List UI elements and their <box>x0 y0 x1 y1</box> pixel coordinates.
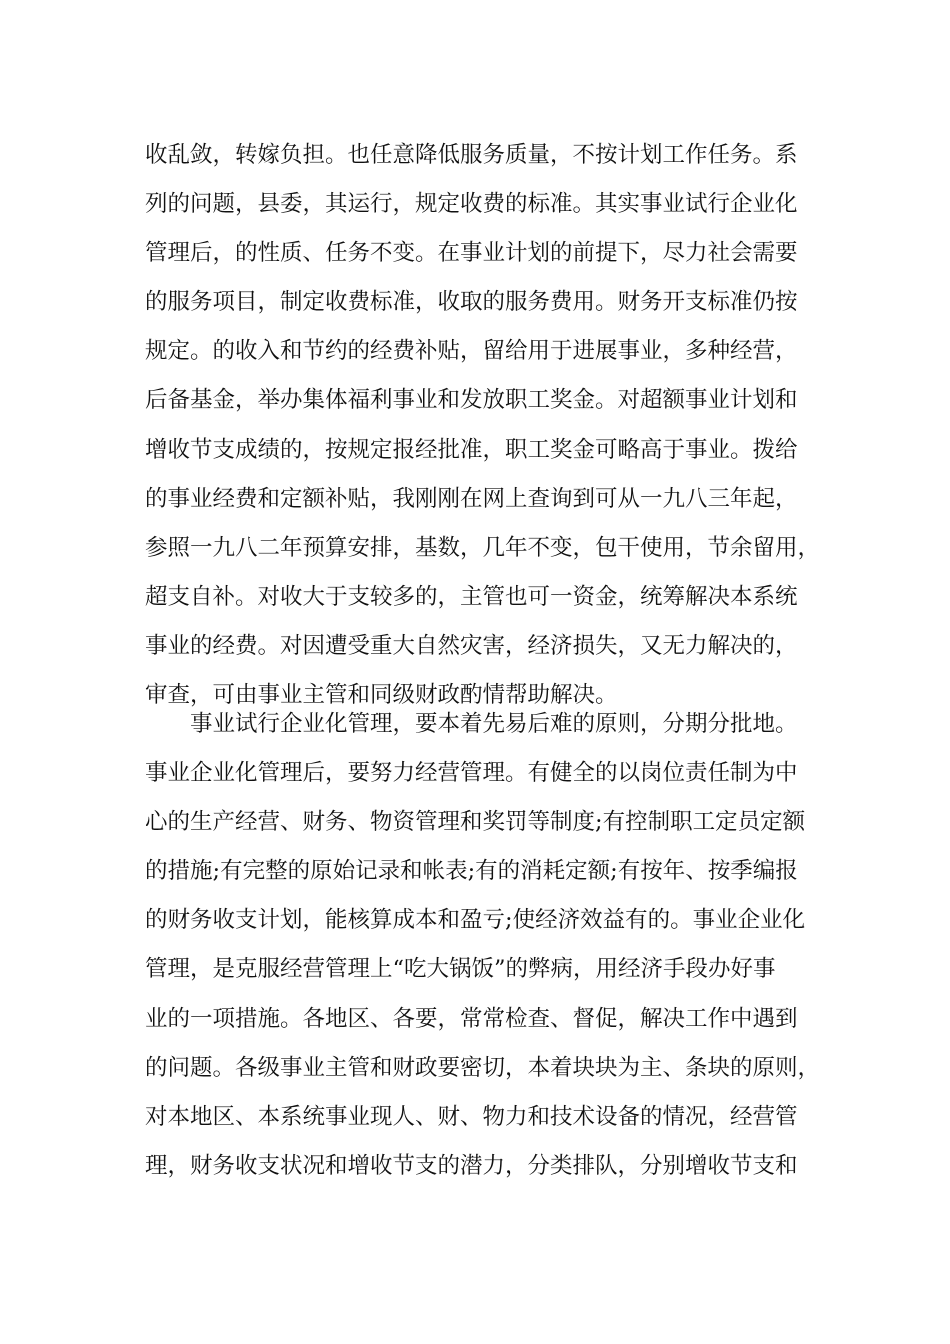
text-line: 规定。的收入和节约的经费补贴，留给用于进展事业，多种经营， <box>145 338 798 365</box>
text-line: 后备基金，举办集体福利事业和发放职工奖金。对超额事业计划和 <box>145 387 798 414</box>
text-line: 的事业经费和定额补贴，我刚刚在网上查询到可从一九八三年起， <box>145 485 798 512</box>
text-line: 管理，是克服经营管理上“吃大锅饭”的弊病，用经济手段办好事 <box>145 956 776 983</box>
text-line: 业的一项措施。各地区、各要，常常检查、督促，解决工作中遇到 <box>145 1005 798 1032</box>
text-line: 心的生产经营、财务、物资管理和奖罚等制度;有控制职工定员定额 <box>145 809 806 836</box>
paragraph-2 <box>145 700 825 1191</box>
text-line: 管理后，的性质、任务不变。在事业计划的前提下，尽力社会需要 <box>145 240 798 267</box>
text-line: 事业试行企业化管理，要本着先易后难的原则，分期分批地。 <box>190 711 798 737</box>
text-line: 超支自补。对收大于支较多的，主管也可一资金，统筹解决本系统 <box>145 583 798 610</box>
paragraph-1 <box>145 131 825 720</box>
text-line: 参照一九八二年预算安排，基数，几年不变，包干使用，节余留用， <box>145 534 821 561</box>
text-line: 事业企业化管理后，要努力经营管理。有健全的以岗位责任制为中 <box>145 760 798 787</box>
text-line: 对本地区、本系统事业现人、财、物力和技术设备的情况，经营管 <box>145 1103 798 1130</box>
text-line: 事业的经费。对因遭受重大自然灾害，经济损失，又无力解决的， <box>145 632 798 659</box>
text-line: 的服务项目，制定收费标准，收取的服务费用。财务开支标准仍按 <box>145 289 798 316</box>
text-line: 审查，可由事业主管和同级财政酌情帮助解决。 <box>145 682 618 709</box>
text-line: 的财务收支计划，能核算成本和盈亏;使经济效益有的。事业企业化 <box>145 907 806 934</box>
text-line: 的问题。各级事业主管和财政要密切，本着块块为主、条块的原则， <box>145 1054 821 1081</box>
text-line: 列的问题，县委，其运行，规定收费的标准。其实事业试行企业化 <box>145 191 798 218</box>
text-line: 增收节支成绩的，按规定报经批准，职工奖金可略高于事业。拨给 <box>145 436 798 463</box>
text-line: 的措施;有完整的原始记录和帐表;有的消耗定额;有按年、按季编报 <box>145 858 798 885</box>
text-line: 收乱敛，转嫁负担。也任意降低服务质量，不按计划工作任务。系 <box>145 142 798 168</box>
text-line: 理，财务收支状况和增收节支的潜力，分类排队，分别增收节支和 <box>145 1152 798 1179</box>
